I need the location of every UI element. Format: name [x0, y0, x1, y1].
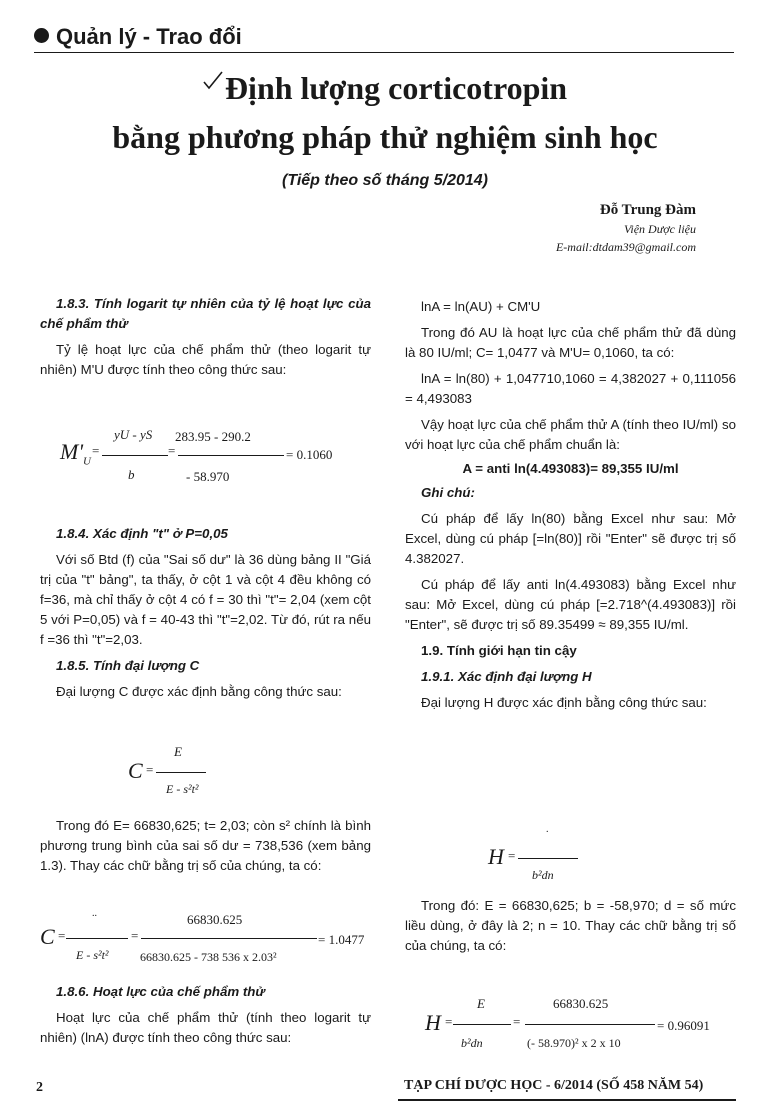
- article-title-line1: [0, 68, 770, 108]
- paragraph-1-8-4: Với số Btd (f) của "Sai số dư" là 36 dùng bảng II "Giá trị của "t" bảng", ta thấy, ở cột 1 và cột 4 đều không có f=36, mà chỉ thấy ở cột 4 có f = 30 thì "t"= 2,04 (xem cột 5 với P=0,05) và f = 40-43 thì "t"=2,02. Từ đó, rút ra nếu f =36 thì "t"=2,03.: [40, 552, 371, 647]
- formula-mu-num1: yU - yS: [114, 427, 153, 442]
- formula-c-num: E: [174, 744, 182, 759]
- section-header-text: Quản lý - Trao đổi: [56, 24, 242, 49]
- formula-h-value-den2: (- 58.970)² x 2 x 10: [527, 1036, 621, 1050]
- author-affiliation: Viện Dược liệu: [623, 222, 696, 236]
- formula-c-value-result: = 1.0477: [318, 932, 365, 947]
- note-2: Cú pháp để lấy anti ln(4.493083) bằng Excel như sau: Mở Excel, dùng cú pháp [=2.718^(4.493083)] rồi "Enter", sẽ được trị số 89.35499 ≈ 89,355 IU/ml.: [405, 577, 736, 632]
- left-column-lower: [40, 816, 371, 876]
- heading-1-8-6: 1.8.6. Hoạt lực của chế phẩm thử: [56, 984, 265, 999]
- paragraph-lna-value: lnA = ln(80) + 1,047710,1060 = 4,382027 + 0,111056 = 4,493083: [405, 371, 736, 406]
- left-column-top: [40, 294, 371, 380]
- formula-c-den: E - s²t²: [166, 782, 199, 796]
- formula-c-lhs: C: [128, 758, 143, 783]
- author-email: E-mail:dtdam39@gmail.com: [555, 240, 696, 254]
- formula-c-value: C = .. E - s²t² = 66830.625 66830.625 - 738 536 x 2.03² = 1.0477: [40, 908, 365, 964]
- formula-h-value-den1: b²dn: [461, 1036, 483, 1050]
- note-1: Cú pháp để lấy ln(80) bằng Excel như sau: Mở Excel, dùng cú pháp [=ln(80)] rồi "Enter" sẽ được trị số 4.382027.: [405, 511, 736, 566]
- heading-1-9: 1.9. Tính giới hạn tin cậy: [421, 643, 577, 658]
- formula-c-value-den2: 66830.625 - 738 536 x 2.03²: [140, 950, 277, 964]
- formula-c: C = E E - s²t²: [128, 744, 248, 804]
- section-header: [34, 24, 242, 50]
- formula-h-lhs: H: [488, 844, 504, 869]
- formula-mu-num2: 283.95 - 290.2: [175, 429, 251, 444]
- heading-1-8-5: 1.8.5. Tính đại lượng C: [56, 658, 200, 673]
- result-potency: A = anti ln(4.493083)= 89,355 IU/ml: [462, 461, 679, 476]
- formula-mu-den1: b: [128, 467, 135, 482]
- heading-1-8-3: 1.8.3. Tính logarit tự nhiên của tỷ lệ hoạt lực của chế phẩm thử: [40, 296, 371, 331]
- formula-mu-lhs: $M'_U$: [60, 439, 91, 468]
- equation-lna: lnA = ln(AU) + CM'U: [421, 299, 541, 314]
- formula-c-value-den1: E - s²t²: [76, 948, 109, 962]
- formula-mu-result: = 0.1060: [286, 447, 333, 462]
- formula-h-value: H = E b²dn = 66830.625 (- 58.970)² x 2 x 10 = 0.96091: [425, 996, 710, 1050]
- formula-h-value-num1: E: [477, 996, 485, 1011]
- check-mark-icon: [203, 71, 223, 91]
- formula-h-value-num2: 66830.625: [553, 996, 609, 1011]
- left-column-mid: [40, 524, 371, 702]
- formula-h: H = . b²dn: [488, 830, 608, 890]
- author-name: Đỗ Trung Đàm: [599, 202, 696, 218]
- heading-1-8-4: 1.8.4. Xác định "t" ở P=0,05: [56, 526, 228, 541]
- article-subtitle: (Tiếp theo số tháng 5/2014): [282, 172, 488, 189]
- formula-mu: $M'_U$ = yU - yS b = 283.95 - 290.2 - 58.970 = 0.1060: [60, 427, 333, 484]
- paragraph-1-8-5-b: Trong đó E= 66830,625; t= 2,03; còn s² chính là bình phương trung bình của sai số dư = 738,536 (xem bảng 1.3). Thay các chữ bằng trị số của chúng, ta có:: [40, 818, 371, 873]
- formula-c-value-lhs: C: [40, 924, 55, 949]
- footer-rule: [398, 1099, 736, 1101]
- right-column-top: [405, 297, 736, 713]
- paragraph-1-9-1: Đại lượng H được xác định bằng công thức sau:: [421, 695, 707, 710]
- paragraph-1-8-3: Tỷ lệ hoạt lực của chế phẩm thử (theo logarit tự nhiên) M'U được tính theo công thức sau:: [40, 342, 371, 377]
- note-label: Ghi chú:: [421, 485, 475, 500]
- paragraph-potency: Vậy hoạt lực của chế phẩm thử A (tính theo IU/ml) so với hoạt lực của chế phẩm chuẩn là:: [405, 417, 736, 452]
- formula-h-value-lhs: H: [425, 1010, 441, 1035]
- paragraph-1-8-5: Đại lượng C được xác định bằng công thức sau:: [56, 684, 342, 699]
- heading-1-9-1: 1.9.1. Xác định đại lượng H: [421, 669, 592, 684]
- bullet-icon: [34, 28, 49, 43]
- formula-h-den: b²dn: [532, 868, 554, 882]
- right-column-lower: [405, 896, 736, 956]
- left-column-bottom: [40, 982, 371, 1048]
- header-rule: [34, 52, 734, 53]
- article-title-line2: bằng phương pháp thử nghiệm sinh học: [112, 119, 658, 155]
- formula-mu-den2: - 58.970: [186, 469, 230, 484]
- paragraph-au: Trong đó AU là hoạt lực của chế phẩm thử đã dùng là 80 IU/ml; C= 1,0477 và M'U= 0,1060, ta có:: [405, 325, 736, 360]
- title-line1-text: Định lượng corticotropin: [224, 70, 568, 106]
- formula-c-value-num2: 66830.625: [187, 912, 243, 927]
- paragraph-1-8-6: Hoạt lực của chế phẩm thử (tính theo logarit tự nhiên) (lnA) được tính theo công thức sau:: [40, 1010, 371, 1045]
- paragraph-1-9-1-b: Trong đó: E = 66830,625; b = -58,970; d = số mức liều dùng, ở đây là 2; n = 10. Thay các chữ bằng trị số của chúng, ta có:: [405, 898, 736, 953]
- formula-h-value-result: = 0.96091: [657, 1018, 710, 1033]
- page-number: 2: [36, 1080, 43, 1095]
- journal-footer: TẠP CHÍ DƯỢC HỌC - 6/2014 (SỐ 458 NĂM 54): [404, 1078, 704, 1093]
